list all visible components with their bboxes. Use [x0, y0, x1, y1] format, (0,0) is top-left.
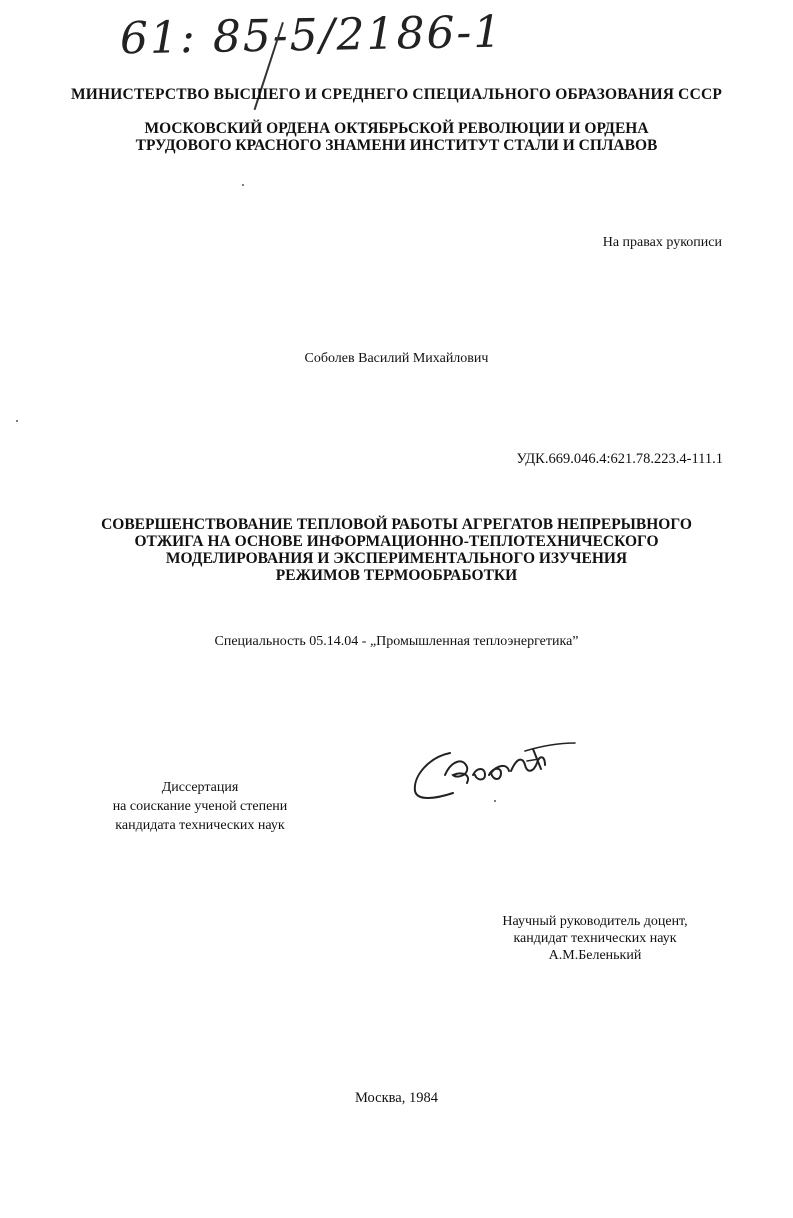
ministry-heading: МИНИСТЕРСТВО ВЫСШЕГО И СРЕДНЕГО СПЕЦИАЛЬНОГО ОБРАЗОВАНИЯ СССР	[70, 86, 723, 103]
degree-line-3: кандидата технических наук	[115, 818, 285, 833]
supervisor-line-3: А.М.Беленький	[548, 948, 642, 963]
udc-code: УДК.669.046.4:621.78.223.4-111.1	[516, 451, 723, 467]
institute-line-2: ТРУДОВОГО КРАСНОГО ЗНАМЕНИ ИНСТИТУТ СТАЛИ И СПЛАВОВ	[135, 137, 658, 154]
title-line-2: ОТЖИГА НА ОСНОВЕ ИНФОРМАЦИОННО-ТЕПЛОТЕХНИЧЕСКОГО	[134, 533, 659, 550]
author-name: Соболев Василий Михайлович	[304, 351, 489, 366]
institute-heading	[0, 120, 793, 154]
dissertation-title	[0, 516, 793, 584]
specialty-line: Специальность 05.14.04 - „Промышленная теплоэнергетика”	[214, 634, 579, 649]
rights-note: На правах рукописи	[602, 235, 722, 250]
title-line-3: МОДЕЛИРОВАНИЯ И ЭКСПЕРИМЕНТАЛЬНОГО ИЗУЧЕНИЯ	[165, 550, 628, 567]
author-signature	[405, 735, 585, 815]
scan-speck	[16, 420, 18, 422]
supervisor-line-1: Научный руководитель доцент,	[502, 914, 688, 929]
supervisor-line-2: кандидат технических наук	[513, 931, 677, 946]
city-year: Москва, 1984	[355, 1090, 438, 1106]
degree-line-1: Диссертация	[161, 780, 239, 795]
institute-line-1: МОСКОВСКИЙ ОРДЕНА ОКТЯБРЬСКОЙ РЕВОЛЮЦИИ И ОРДЕНА	[144, 120, 649, 137]
archive-number-handwritten: 61: 85-5/2186-1	[119, 6, 504, 65]
supervisor-block	[460, 913, 730, 964]
degree-block	[80, 778, 320, 835]
scan-speck	[242, 184, 244, 186]
title-line-1: СОВЕРШЕНСТВОВАНИЕ ТЕПЛОВОЙ РАБОТЫ АГРЕГАТОВ НЕПРЕРЫВНОГО	[101, 516, 692, 533]
title-line-4: РЕЖИМОВ ТЕРМООБРАБОТКИ	[275, 567, 518, 584]
degree-line-2: на соискание ученой степени	[112, 799, 288, 814]
